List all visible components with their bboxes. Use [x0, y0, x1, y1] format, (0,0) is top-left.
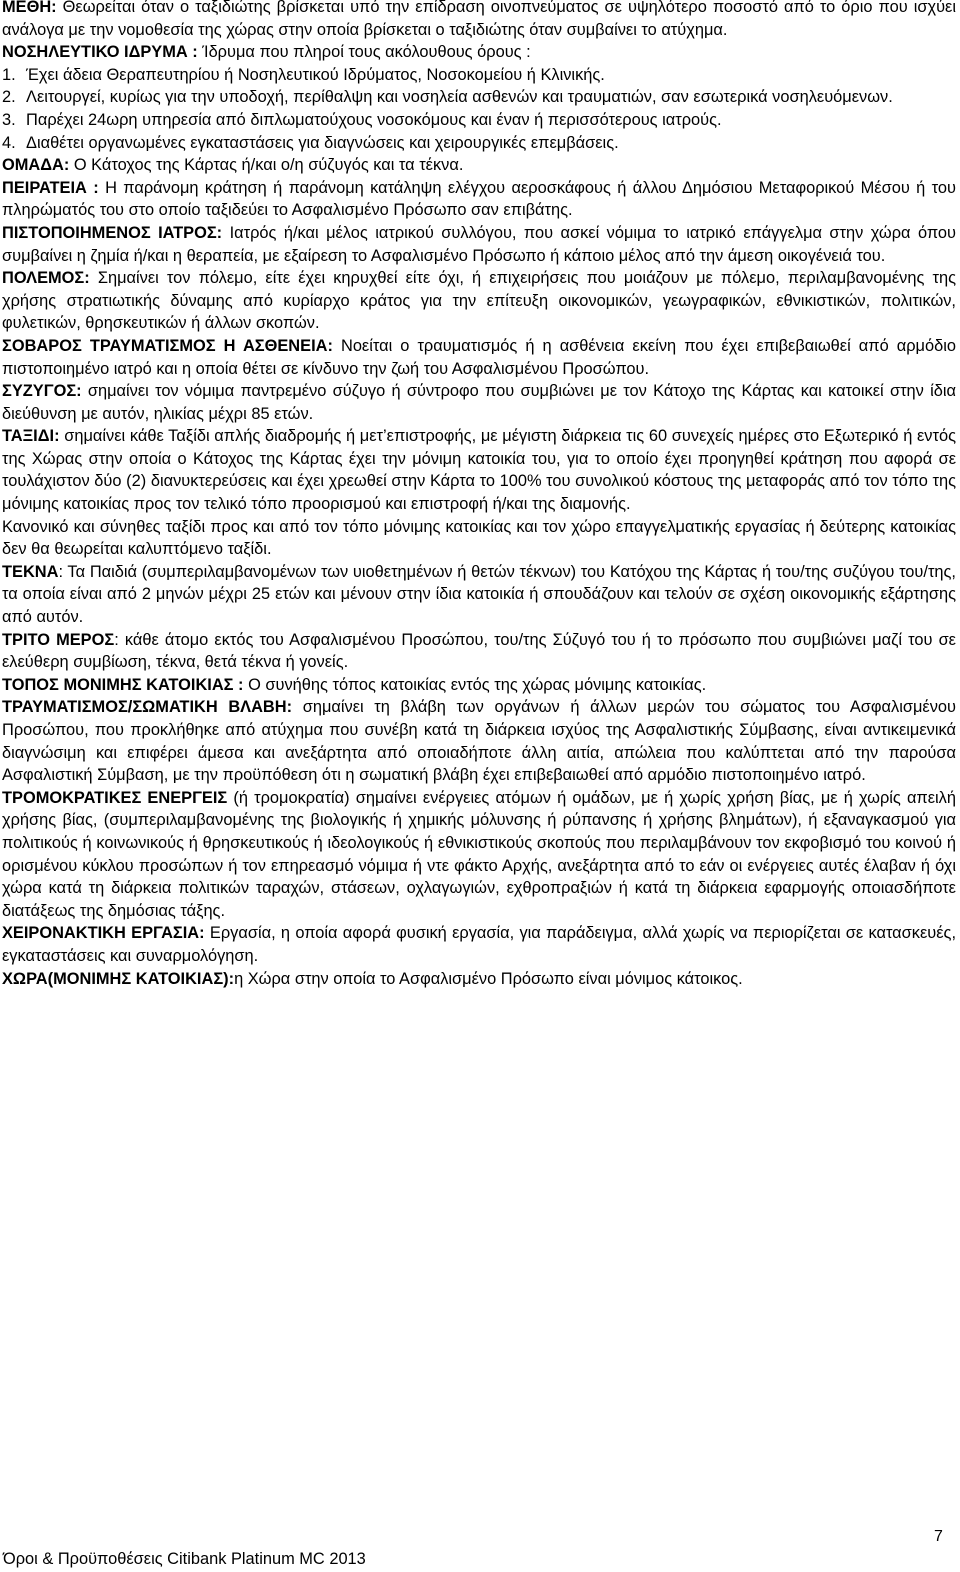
- criteria-item-2: 2. Λειτουργεί, κυρίως για την υποδοχή, περίθαλψη και νοσηλεία ασθενών και τραυματιών, σαν εσωτερικά νοσηλευόμενων.: [2, 88, 893, 107]
- definition-third-party: ΤΡΙΤΟ ΜΕΡΟΣ: κάθε άτομο εκτός του Ασφαλισμένου Προσώπου, του/της Σύζυγό του ή το πρόσωπο που συμβιώνει μαζί του σε ελεύθερη συμβίωση, τέκνα, θετά τέκνα ή γονείς.: [2, 630, 956, 672]
- definition-trip: ΤΑΞΙΔΙ: σημαίνει κάθε Ταξίδι απλής διαδρομής ή μετ’επιστροφής, με μέγιστη διάρκεια τις 60 συνεχείς ημέρες στο Εξωτερικό ή εντός της Χώρας στην οποία ο Κάτοχος της Κάρτας έχει την μόνιμη κατοικία του, για το οποίο έχει προηγηθεί κράτηση που αφορά σε τουλάχιστον δύο (2) διανυκτερεύσεις και έχει χρεωθεί στην Κάρτα το 100% του συνολικού κόστους της μεταφοράς από τον τόπο της μόνιμης κατοικίας προς τον τελικό τόπο προορισμού και επιστροφή ή/και της διαμονής.: [2, 427, 956, 514]
- definition-hospital: ΝΟΣΗΛΕΥΤΙΚΟ ΙΔΡΥΜΑ : Ίδρυμα που πληροί τους ακόλουθους όρους :: [2, 43, 531, 62]
- criteria-item-4: 4. Διαθέτει οργανωμένες εγκαταστάσεις για διαγνώσεις και χειρουργικές επεμβάσεις.: [2, 133, 619, 152]
- trip-note: Κανονικό και σύνηθες ταξίδι προς και από τον τόπο μόνιμης κατοικίας και τον χώρο επαγγελματικής εργασίας ή δεύτερης κατοικίας δεν θα θεωρείται καλυπτόμενο ταξίδι.: [2, 517, 956, 559]
- definition-serious-injury: ΣΟΒΑΡΟΣ ΤΡΑΥΜΑΤΙΣΜΟΣ Η ΑΣΘΕΝΕΙΑ: Νοείται ο τραυματισμός ή η ασθένεια εκείνη που έχει επιβεβαιωθεί από αρμόδιο πιστοποιημένο ιατρό και η οποία θέτει σε κίνδυνο την ζωή του Ασφαλισμένου Προσώπου.: [2, 336, 956, 378]
- definition-residence: ΤΟΠΟΣ ΜΟΝΙΜΗΣ ΚΑΤΟΙΚΙΑΣ : Ο συνήθης τόπος κατοικίας εντός της χώρας μόνιμης κατοικίας.: [2, 675, 707, 694]
- page-footer: Όροι & Προϋποθέσεις Citibank Platinum MC 2013: [3, 1550, 366, 1568]
- definition-children: ΤΕΚΝΑ: Τα Παιδιά (συμπεριλαμβανομένων των υιοθετημένων ή θετών τέκνων) του Κατόχου της Κάρτας ή του/της συζύγου του/της, τα οποία είναι από 2 μηνών μέχρι 25 ετών και μένουν στην ίδια κατοικία ή σπουδάζουν και τελούν σε σχέση οικονομικής εξάρτησης από αυτόν.: [2, 562, 956, 627]
- definition-certified-doctor: ΠΙΣΤΟΠΟΙΗΜΕΝΟΣ ΙΑΤΡΟΣ: Ιατρός ή/και μέλος ιατρικού συλλόγου, που ασκεί νόμιμα το ιατρικό επάγγελμα στην χώρα όπου συμβαίνει η ζημία ή/και η θεραπεία, με εξαίρεση το Ασφαλισμένο Πρόσωπο ή κάποιο μέλος από την άμεση οικογένειά του.: [2, 223, 957, 265]
- definition-group: ΟΜΑΔΑ: Ο Κάτοχος της Κάρτας ή/και ο/η σύζυγός και τα τέκνα.: [2, 156, 464, 175]
- page-number: 7: [934, 1528, 943, 1545]
- definition-terrorism: ΤΡΟΜΟΚΡΑΤΙΚΕΣ ΕΝΕΡΓΕΙΣ (ή τρομοκρατία) σημαίνει ενέργειες ατόμων ή ομάδων, με ή χωρίς χρήση βίας, με ή χωρίς απειλή χρήσης βίας, (συμπεριλαμβανομένης της βιολογικής ή χημικής μόλυνσης ή ρύπανσης ή χρήσης βλημάτων), ή εξαναγκασμού για πολιτικούς ή κοινωνικούς ή θρησκευτικούς ή ιδεολογικούς ή εθνικιστικούς σκοπούς που περιλαμβάνουν τον εκφοβισμό του κοινού ή ορισμένου κύκλου προσώπων ή τον επηρεασμό νόμιμα ή ντε φάκτο Αρχής, ανεξάρτητα από το εάν οι ενέργειες αυτές έλαβαν ή όχι χώρα κατά τη διάρκεια πολιτικών ταραχών, στάσεων, οχλαγωγιών, εχθροπραξιών ή κατά τη διάρκεια εφαρμογής οποιασδήποτε διατάξεως της δημόσιας τάξης.: [2, 788, 956, 920]
- definition-spouse: ΣΥΖΥΓΟΣ: σημαίνει τον νόμιμα παντρεμένο σύζυγο ή σύντροφο που συμβιώνει με τον Κάτοχο της Κάρτας και κατοικεί στην ίδια διεύθυνση με αυτόν, ηλικίας μέχρι 85 ετών.: [2, 382, 956, 423]
- criteria-item-1: 1. Έχει άδεια Θεραπευτηρίου ή Νοσηλευτικού Ιδρύματος, Νοσοκομείου ή Κλινικής.: [2, 65, 605, 84]
- definition-drunkenness: ΜΕΘΗ: Θεωρείται όταν ο ταξιδιώτης βρίσκεται υπό την επίδραση οινοπνεύματος σε υψηλότερο ποσοστό από το όριο που ισχύει ανάλογα με την νομοθεσία της χώρας στην οποία βρίσκεται ο ταξιδιώτης όταν συμβαίνει το ατύχημα.: [2, 0, 956, 39]
- definition-hijacking: ΠΕΙΡΑΤΕΙΑ : Η παράνομη κράτηση ή παράνομη κατάληψη ελέγχου αεροσκάφους ή άλλου Δημόσιου Μεταφορικού Μέσου ή του πληρώματός του στο οποίο ταξιδεύει το Ασφαλισμένο Πρόσωπο σαν επιβάτης.: [2, 178, 956, 220]
- definition-bodily-injury: ΤΡΑΥΜΑΤΙΣΜΟΣ/ΣΩΜΑΤΙΚΗ ΒΛΑΒΗ: σημαίνει τη βλάβη των οργάνων ή άλλων μερών του σώματος του Ασφαλισμένου Προσώπου, που προκλήθηκε από ατύχημα που συνέβη κατά τη διάρκεια ισχύος της Ασφαλιστικής Σύμβασης, είναι αντικειμενικά διαγνώσιμη και επιφέρει άμεσα και ανεξάρτητα από οποιαδήποτε άλλη αιτία, απώλεια που καλύπτεται από την παρούσα Ασφαλιστική Σύμβαση, με την προϋπόθεση ότι η σωματική βλάβη έχει επιβεβαιωθεί από αρμόδιο πιστοποιημένο ιατρό.: [2, 698, 956, 785]
- definition-country: ΧΩΡΑ(ΜΟΝΙΜΗΣ ΚΑΤΟΙΚΙΑΣ):η Χώρα στην οποία το Ασφαλισμένο Πρόσωπο είναι μόνιμος κάτοικος.: [2, 969, 743, 988]
- definitions-body: [2, 0, 956, 990]
- definition-war: ΠΟΛΕΜΟΣ: Σημαίνει τον πόλεμο, είτε έχει κηρυχθεί είτε όχι, ή επιχειρήσεις που μοιάζουν με πόλεμο, περιλαμβανομένης της χρήσης στρατιωτικής δύναμης από κυρίαρχο κράτος για την επίτευξη οικονομικών, γεωγραφικών, εθνικιστικών, πολιτικών, φυλετικών, θρησκευτικών ή άλλων σκοπών.: [2, 269, 956, 333]
- criteria-item-3: 3. Παρέχει 24ωρη υπηρεσία από διπλωματούχους νοσοκόμους και έναν ή περισσότερους ιατρούς.: [2, 110, 722, 129]
- definition-manual-work: ΧΕΙΡΟΝΑΚΤΙΚΗ ΕΡΓΑΣΙΑ: Εργασία, η οποία αφορά φυσική εργασία, για παράδειγμα, αλλά χωρίς να περιορίζεται σε κατασκευές, εγκαταστάσεις και συναρμολόγηση.: [2, 924, 956, 965]
